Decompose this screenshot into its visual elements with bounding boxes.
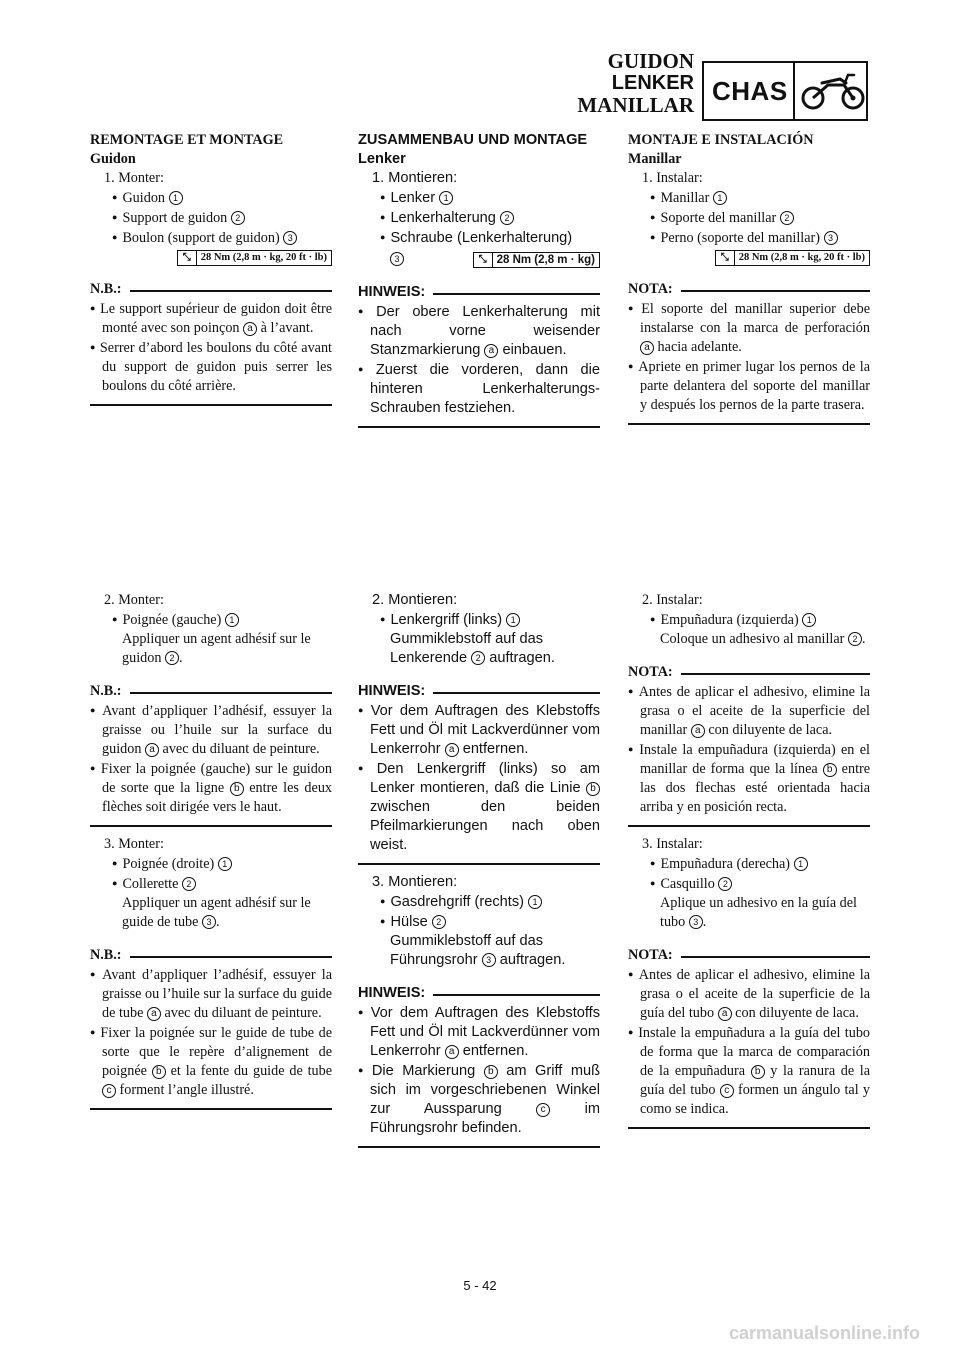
- de-section-subtitle: Lenker: [358, 151, 406, 167]
- es-step-1-item: ● Manillar 1: [628, 188, 870, 208]
- note-bullet: ● Antes de aplicar el adhesivo, elimine la grasa o el aceite de la superficie de la guía del tubo a con diluyente de laca.: [628, 965, 870, 1023]
- es-note-3: [628, 946, 870, 1129]
- fr-section-title: REMONTAGE ET MONTAGE: [90, 132, 284, 148]
- note-bullet: ● Fixer la poignée (gauche) sur le guidon de sorte que la ligne b entre les deux flèches soit dirigée vers le haut.: [90, 759, 332, 817]
- section-badge: [702, 61, 868, 121]
- es-section-title: MONTAJE E INSTALACIÓN: [628, 132, 814, 148]
- page-header-titles: [577, 50, 694, 116]
- fr-step-3-item: ● Collerette 2: [90, 874, 332, 894]
- note-label: N.B.:: [90, 281, 122, 297]
- note-bullet: ● Avant d’appliquer l’adhésif, essuyer la graisse ou l’huile sur la surface du guidon a avec du diluant de peinture.: [90, 701, 332, 759]
- fr-step-3-title: 3. Monter:: [104, 836, 164, 852]
- note-bullet: ● Instale la empuñadura a la guía del tubo de forma que la marca de comparación de la empuñadura b y la ranura de la guía del tubo c formen un ángulo tal y como se indica.: [628, 1023, 870, 1119]
- es-step-2-item: ● Empuñadura (izquierda) 1: [628, 610, 870, 630]
- fr-note-1: [90, 280, 332, 406]
- de-step-1-item: ● Lenkerhalterung 2: [358, 208, 600, 228]
- fr-step-2-item: ● Poignée (gauche) 1: [90, 610, 332, 630]
- de-note-2: [358, 682, 600, 865]
- de-step-2-item: ● Lenkergriff (links) 1: [358, 610, 600, 630]
- motorcycle-icon: [800, 73, 866, 111]
- torque-spec: ⤡ 28 Nm (2,8 m · kg, 20 ft · lb): [177, 250, 332, 266]
- wrench-icon: ⤡: [178, 251, 197, 265]
- de-step-1-item: ● Schraube (Lenkerhalterung): [358, 228, 600, 248]
- de-section-title: ZUSAMMENBAU UND MONTAGE: [358, 132, 588, 148]
- de-step-3-item: ● Gasdrehgriff (rechts) 1: [358, 892, 600, 912]
- note-label: N.B.:: [90, 947, 122, 963]
- header-title-de: LENKER: [611, 72, 694, 94]
- note-label: NOTA:: [628, 281, 673, 297]
- de-step-1-title: 1. Montieren:: [372, 170, 458, 186]
- de-assembly-section: ZUSAMMENBAU UND MONTAGE Lenker 1. Montieren: ● Lenker 1 ● Lenkerhalterung 2 ● Schraube (Lenkerhalterung) 3 ⤡ 28 Nm (2,8 m · kg) HINWEIS: ● Der obere Lenkerhalterung mit nach vorne weisender Stanzmarkierung a einbauen. ● Zuerst die vorderen, dann die hinteren Lenkerhalterungs-Schrauben festziehen.: [358, 131, 600, 428]
- note-bullet: ● Avant d’appliquer l’adhésif, essuyer la graisse ou l’huile sur la surface du guide de tube a avec du diluant de peinture.: [90, 965, 332, 1023]
- note-bullet: ● Fixer la poignée sur le guide de tube de sorte que le repère d’alignement de poignée b et la fente du guide de tube c forment l’angle illustré.: [90, 1023, 332, 1100]
- es-step-3-item: ● Empuñadura (derecha) 1: [628, 854, 870, 874]
- es-note-2: [628, 663, 870, 827]
- es-section-subtitle: Manillar: [628, 151, 682, 167]
- note-label: HINWEIS:: [358, 284, 426, 300]
- note-bullet: ● Der obere Lenkerhalterung mit nach vorne weisender Stanzmarkierung a einbauen.: [358, 302, 600, 360]
- note-bullet: ● Vor dem Auftragen des Klebstoffs Fett und Öl mit Lackverdünner vom Lenkerrohr a entfernen.: [358, 701, 600, 759]
- de-step-2-title: 2. Montieren:: [372, 592, 458, 608]
- es-step-1-title: 1. Instalar:: [642, 170, 703, 186]
- note-bullet: ● Die Markierung b am Griff muß sich im vorgeschriebenen Winkel zur Aussparung c im Führungsrohr befinden.: [358, 1061, 600, 1138]
- note-bullet: ● Le support supérieur de guidon doit être monté avec son poinçon a à l’avant.: [90, 299, 332, 338]
- es-note-1: [628, 280, 870, 425]
- section-badge-label: CHAS: [712, 76, 788, 106]
- note-bullet: ● Serrer d’abord les boulons du côté avant du support de guidon puis serrer les boulons du côté arrière.: [90, 338, 332, 396]
- fr-step-3-text: Appliquer un agent adhésif sur le guide de tube 3 .: [122, 895, 311, 930]
- es-grip-section: [628, 591, 870, 1129]
- note-label: HINWEIS:: [358, 985, 426, 1001]
- es-step-3-item: ● Casquillo 2: [628, 874, 870, 894]
- es-step-3-text: Aplique un adhesivo en la guía del tubo 3 .: [660, 895, 857, 930]
- note-bullet: ● Zuerst die vorderen, dann die hinteren Lenkerhalterungs-Schrauben festziehen.: [358, 360, 600, 418]
- de-grip-section: [358, 591, 600, 1148]
- de-note-1: [358, 283, 600, 428]
- fr-assembly-section: [90, 131, 332, 406]
- de-step-1-item: ● Lenker 1: [358, 188, 600, 208]
- note-bullet: ● Antes de aplicar el adhesivo, elimine la grasa o el aceite de la superficie del manillar a con diluyente de laca.: [628, 682, 870, 740]
- fr-step-1-title: 1. Monter:: [104, 170, 164, 186]
- note-bullet: ● El soporte del manillar superior debe instalarse con la marca de perforación a hacia adelante.: [628, 299, 870, 357]
- header-title-fr: GUIDON: [607, 49, 694, 73]
- fr-grip-section: [90, 591, 332, 1110]
- torque-spec: ⤡ 28 Nm (2,8 m · kg): [473, 252, 600, 268]
- note-label: NOTA:: [628, 664, 673, 680]
- torque-spec: ⤡ 28 Nm (2,8 m · kg, 20 ft · lb): [715, 250, 870, 266]
- de-step-3-title: 3. Montieren:: [372, 874, 458, 890]
- es-step-1-item: ● Soporte del manillar 2: [628, 208, 870, 228]
- es-assembly-section: [628, 131, 870, 425]
- badge-divider: [793, 63, 795, 119]
- de-step-2-text: Gummiklebstoff auf das Lenkerende 2 auftragen.: [390, 631, 555, 666]
- note-label: HINWEIS:: [358, 683, 426, 699]
- note-label: NOTA:: [628, 947, 673, 963]
- note-bullet: ● Instale la empuñadura (izquierda) en el manillar de forma que la línea b entre las dos flechas esté orientada hacia arriba y en posición recta.: [628, 740, 870, 817]
- fr-note-2: [90, 682, 332, 827]
- note-bullet: ● Den Lenkergriff (links) so am Lenker montieren, daß die Linie b zwischen den beiden Pfeilmarkierungen nach oben weist.: [358, 759, 600, 855]
- fr-step-1-item: ● Guidon 1: [90, 188, 332, 208]
- es-step-2-title: 2. Instalar:: [642, 592, 703, 608]
- fr-note-3: [90, 946, 332, 1110]
- fr-step-3-item: ● Poignée (droite) 1: [90, 854, 332, 874]
- es-step-2-text: Coloque un adhesivo al manillar 2 .: [660, 631, 866, 647]
- de-step-3-item: ● Hülse 2: [358, 912, 600, 932]
- fr-step-2-text: Appliquer un agent adhésif sur le guidon 2 .: [122, 631, 311, 666]
- de-note-3: [358, 984, 600, 1148]
- note-bullet: ● Vor dem Auftragen des Klebstoffs Fett und Öl mit Lackverdünner vom Lenkerrohr a entfernen.: [358, 1003, 600, 1061]
- fr-step-2-title: 2. Monter:: [104, 592, 164, 608]
- fr-step-1-item: ● Support de guidon 2: [90, 208, 332, 228]
- header-title-es: MANILLAR: [577, 93, 694, 117]
- de-step-3-text: Gummiklebstoff auf das Führungsrohr 3 auftragen.: [390, 933, 566, 968]
- note-label: N.B.:: [90, 683, 122, 699]
- fr-step-1-item: ● Boulon (support de guidon) 3: [90, 228, 332, 248]
- watermark: carmanualsonline.info: [728, 1323, 920, 1343]
- es-step-1-item: ● Perno (soporte del manillar) 3: [628, 228, 870, 248]
- wrench-icon: ⤡: [474, 253, 493, 267]
- es-step-3-title: 3. Instalar:: [642, 836, 703, 852]
- page-number: 5 - 42: [463, 1278, 497, 1293]
- fr-section-subtitle: Guidon: [90, 151, 136, 167]
- wrench-icon: ⤡: [716, 251, 735, 265]
- note-bullet: ● Apriete en primer lugar los pernos de la parte delantera del soporte del manillar y después los pernos de la parte trasera.: [628, 357, 870, 415]
